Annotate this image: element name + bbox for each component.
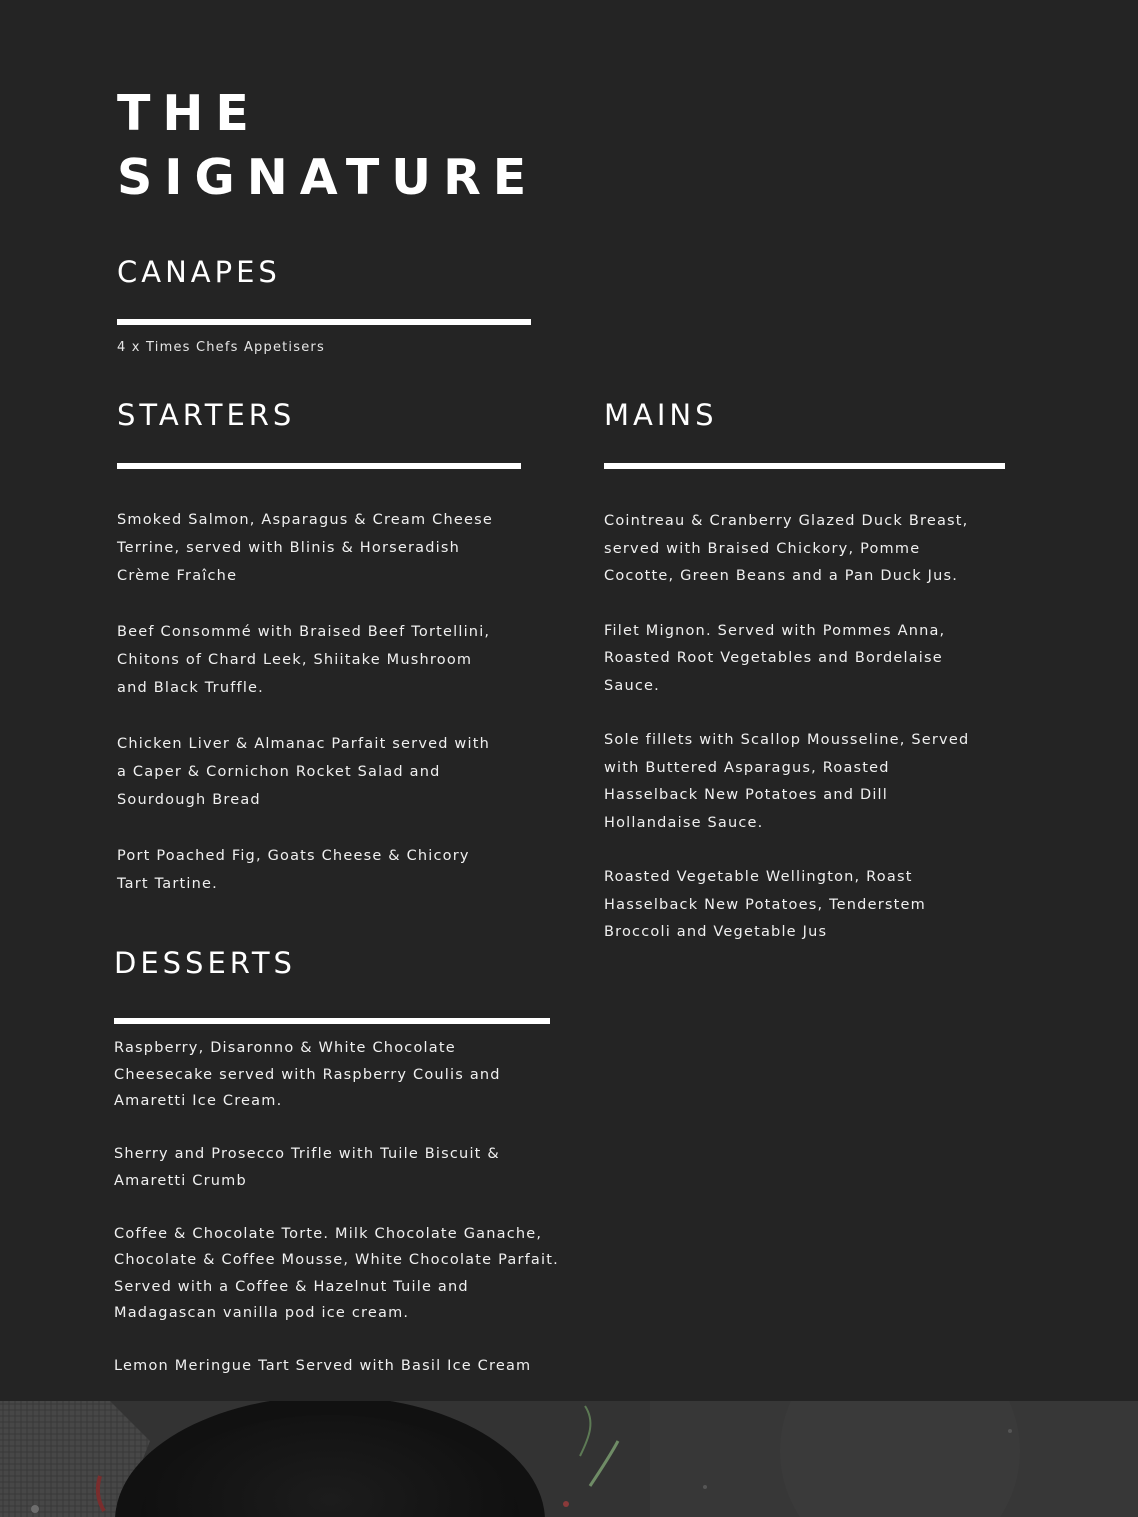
starter-item: Chicken Liver & Almanac Parfait served with a Caper & Cornichon Rocket Salad and Sourdough Bread (117, 736, 490, 808)
main-item: Sole fillets with Scallop Mousseline, Served with Buttered Asparagus, Roasted Hasselback New Potatoes and Dill Hollandaise Sauce. (604, 732, 970, 831)
desserts-divider (114, 1018, 550, 1024)
canapes-note: 4 x Times Chefs Appetisers (117, 340, 325, 355)
main-item: Roasted Vegetable Wellington, Roast Hasselback New Potatoes, Tenderstem Broccoli and Vegetable Jus (604, 869, 926, 940)
canapes-heading: CANAPES (117, 255, 281, 289)
starter-item: Beef Consommé with Braised Beef Tortellini, Chitons of Chard Leek, Shiitake Mushroom and Black Truffle. (117, 624, 491, 696)
dessert-item: Raspberry, Disaronno & White Chocolate Cheesecake served with Raspberry Coulis and Amaretti Ice Cream. (114, 1040, 501, 1109)
starters-divider (117, 463, 521, 469)
desserts-heading: DESSERTS (114, 946, 296, 980)
food-photo-illustration (0, 1401, 1138, 1517)
dessert-item: Lemon Meringue Tart Served with Basil Ice Cream (114, 1358, 532, 1374)
menu-title (117, 82, 637, 210)
dessert-item: Coffee & Chocolate Torte. Milk Chocolate Ganache, Chocolate & Coffee Mousse, White Chocolate Parfait. Served with a Coffee & Hazelnut Tuile and Madagascan vanilla pod ice cream. (114, 1225, 559, 1321)
starter-item: Port Poached Fig, Goats Cheese & Chicory Tart Tartine. (117, 848, 470, 892)
starters-list (117, 506, 557, 898)
title-line-signature: SIGNATURE (117, 149, 539, 206)
dessert-item: Sherry and Prosecco Trifle with Tuile Biscuit & Amaretti Crumb (114, 1146, 500, 1189)
mains-heading: MAINS (604, 398, 718, 432)
mains-list (604, 508, 1044, 947)
title-line-the: THE (117, 85, 261, 142)
main-item: Filet Mignon. Served with Pommes Anna, Roasted Root Vegetables and Bordelaise Sauce. (604, 622, 946, 694)
canapes-divider (117, 319, 531, 325)
starter-item: Smoked Salmon, Asparagus & Cream Cheese Terrine, served with Blinis & Horseradish Crème Fraîche (117, 512, 493, 584)
mains-divider (604, 463, 1005, 469)
desserts-list (114, 1035, 604, 1380)
main-item: Cointreau & Cranberry Glazed Duck Breast, served with Braised Chickory, Pomme Cocotte, Green Beans and a Pan Duck Jus. (604, 513, 969, 584)
food-photo-strip (0, 1401, 1138, 1517)
starters-heading: STARTERS (117, 398, 296, 432)
